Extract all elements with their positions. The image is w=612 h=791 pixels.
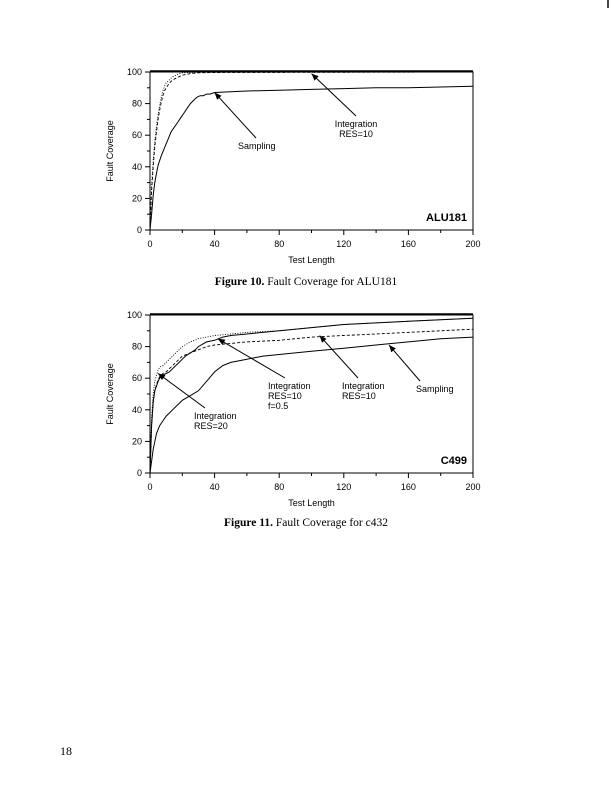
annotation-label: RES=10: [339, 129, 373, 139]
figure-11-number: Figure 11.: [224, 517, 273, 529]
x-tick-label: 40: [209, 239, 220, 249]
x-axis-label: Test Length: [288, 255, 335, 265]
y-axis-label: Fault Coverage: [105, 120, 115, 182]
series-line-sampling: [150, 86, 473, 230]
annotation-label: RES=20: [194, 421, 228, 431]
annotation-arrow-line: [320, 336, 358, 378]
series-line-integration-res-20: [150, 318, 473, 473]
annotation-arrow-line: [218, 339, 285, 378]
figure-10-number: Figure 10.: [214, 276, 265, 288]
annotation-arrow-line: [312, 74, 357, 116]
x-tick-label: 120: [336, 239, 352, 249]
series-line-integration-res-10: [150, 72, 473, 230]
x-tick-label: 200: [465, 239, 481, 249]
series-line-integration-res-10: [150, 329, 473, 473]
plot-frame: [150, 72, 473, 230]
y-tick-label: 100: [126, 310, 142, 320]
y-tick-label: 20: [131, 193, 142, 204]
annotation-label: Sampling: [238, 141, 276, 151]
x-tick-label: 40: [209, 482, 220, 492]
figure-11-caption: [0, 517, 612, 529]
annotation-label: RES=10: [342, 391, 376, 401]
y-tick-label: 80: [131, 98, 142, 109]
y-tick-label: 60: [131, 373, 142, 384]
annotation-label: Integration: [268, 381, 311, 391]
x-tick-label: 160: [400, 482, 416, 492]
y-tick-label: 0: [136, 225, 142, 235]
annotation-arrow-line: [389, 345, 420, 381]
chart-alu181: [0, 60, 612, 275]
x-tick-label: 0: [147, 482, 153, 492]
annotation-label: RES=10: [268, 391, 302, 401]
annotation-arrow-line: [215, 93, 256, 138]
figure-11-text: Fault Coverage for c432: [275, 517, 388, 529]
figure-10-caption: [0, 276, 612, 288]
annotation-label: Sampling: [416, 384, 454, 394]
x-tick-label: 200: [465, 482, 481, 492]
x-tick-label: 80: [274, 482, 285, 492]
annotation-label: Integration: [342, 381, 385, 391]
page-number: 18: [60, 744, 72, 758]
x-tick-label: 160: [400, 239, 416, 249]
y-tick-label: 40: [131, 404, 142, 415]
annotation-label: Integration: [334, 119, 378, 129]
annotation-label: f=0.5: [268, 401, 289, 411]
scan-edge-mark: [607, 0, 609, 8]
chart-title-label: C499: [440, 455, 467, 467]
y-tick-label: 80: [131, 341, 142, 352]
x-tick-label: 0: [147, 239, 153, 249]
y-tick-label: 60: [131, 130, 142, 141]
y-axis-label: Fault Coverage: [105, 363, 115, 425]
y-tick-label: 0: [136, 468, 142, 478]
chart-title-label: ALU181: [426, 212, 467, 224]
x-axis-label: Test Length: [288, 498, 335, 508]
x-tick-label: 120: [336, 482, 352, 492]
x-tick-label: 80: [274, 239, 285, 249]
series-line-integration-res-10-upper: [150, 72, 473, 230]
annotation-label: Integration: [194, 411, 237, 421]
chart-c499: [0, 303, 612, 518]
series-line-sampling: [150, 337, 473, 473]
series-line-integration-res-10-f-0-5: [150, 318, 473, 473]
figure-10-text: Fault Coverage for ALU181: [267, 276, 398, 288]
y-tick-label: 40: [131, 161, 142, 172]
y-tick-label: 100: [126, 67, 142, 77]
y-tick-label: 20: [131, 436, 142, 447]
